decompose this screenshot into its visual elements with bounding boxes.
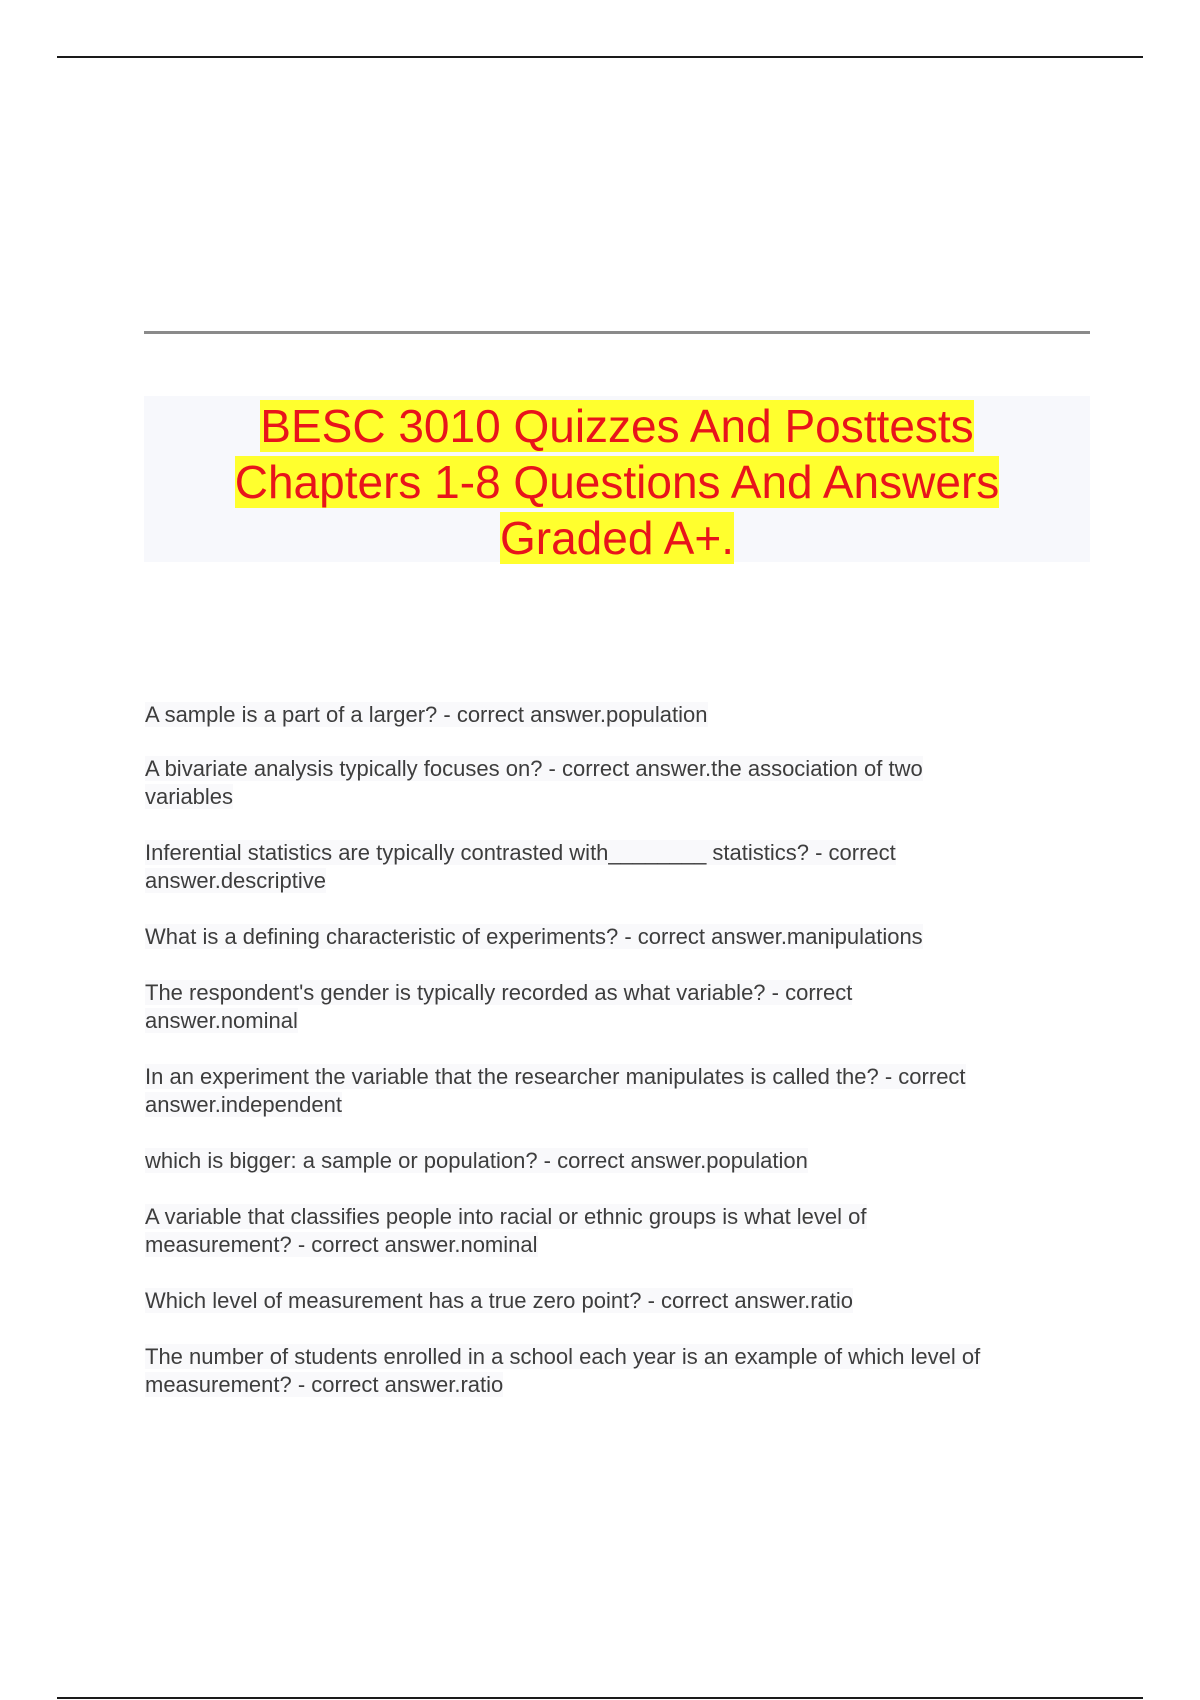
qa-line: Which level of measurement has a true zero point? - correct answer.ratio	[145, 1288, 853, 1313]
qa-item	[145, 1287, 1085, 1315]
qa-line: Inferential statistics are typically contrasted with________ statistics? - correct	[145, 840, 896, 865]
qa-line: which is bigger: a sample or population? - correct answer.population	[145, 1148, 808, 1173]
qa-item	[145, 1063, 1085, 1119]
qa-line: answer.independent	[145, 1092, 342, 1117]
title-line-3: Graded A+.	[500, 512, 734, 564]
qa-item	[145, 701, 1085, 729]
qa-line: The respondent's gender is typically recorded as what variable? - correct	[145, 980, 853, 1005]
qa-line: answer.descriptive	[145, 868, 326, 893]
document-title	[144, 396, 1090, 562]
qa-line: measurement? - correct answer.nominal	[145, 1232, 538, 1257]
qa-line: The number of students enrolled in a school each year is an example of which level of	[145, 1344, 981, 1369]
qa-item	[145, 1203, 1085, 1259]
qa-item	[145, 923, 1085, 951]
title-divider	[144, 331, 1090, 334]
qa-line: A sample is a part of a larger? - correct answer.population	[145, 702, 708, 727]
qa-line: A bivariate analysis typically focuses on? - correct answer.the association of two	[145, 756, 923, 781]
qa-item	[145, 839, 1085, 895]
qa-item	[145, 1343, 1085, 1399]
qa-list	[145, 701, 1085, 1399]
qa-line: What is a defining characteristic of experiments? - correct answer.manipulations	[145, 924, 923, 949]
qa-item	[145, 755, 1085, 811]
qa-line: A variable that classifies people into racial or ethnic groups is what level of	[145, 1204, 867, 1229]
page-bottom-rule	[57, 1697, 1143, 1699]
qa-item	[145, 1147, 1085, 1175]
qa-line: answer.nominal	[145, 1008, 298, 1033]
qa-item	[145, 979, 1085, 1035]
qa-line: measurement? - correct answer.ratio	[145, 1372, 504, 1397]
qa-line: In an experiment the variable that the researcher manipulates is called the? - correct	[145, 1064, 966, 1089]
title-line-1: BESC 3010 Quizzes And Posttests	[260, 400, 974, 452]
page-top-rule	[57, 56, 1143, 58]
title-line-2: Chapters 1-8 Questions And Answers	[234, 456, 1000, 508]
qa-line: variables	[145, 784, 234, 809]
